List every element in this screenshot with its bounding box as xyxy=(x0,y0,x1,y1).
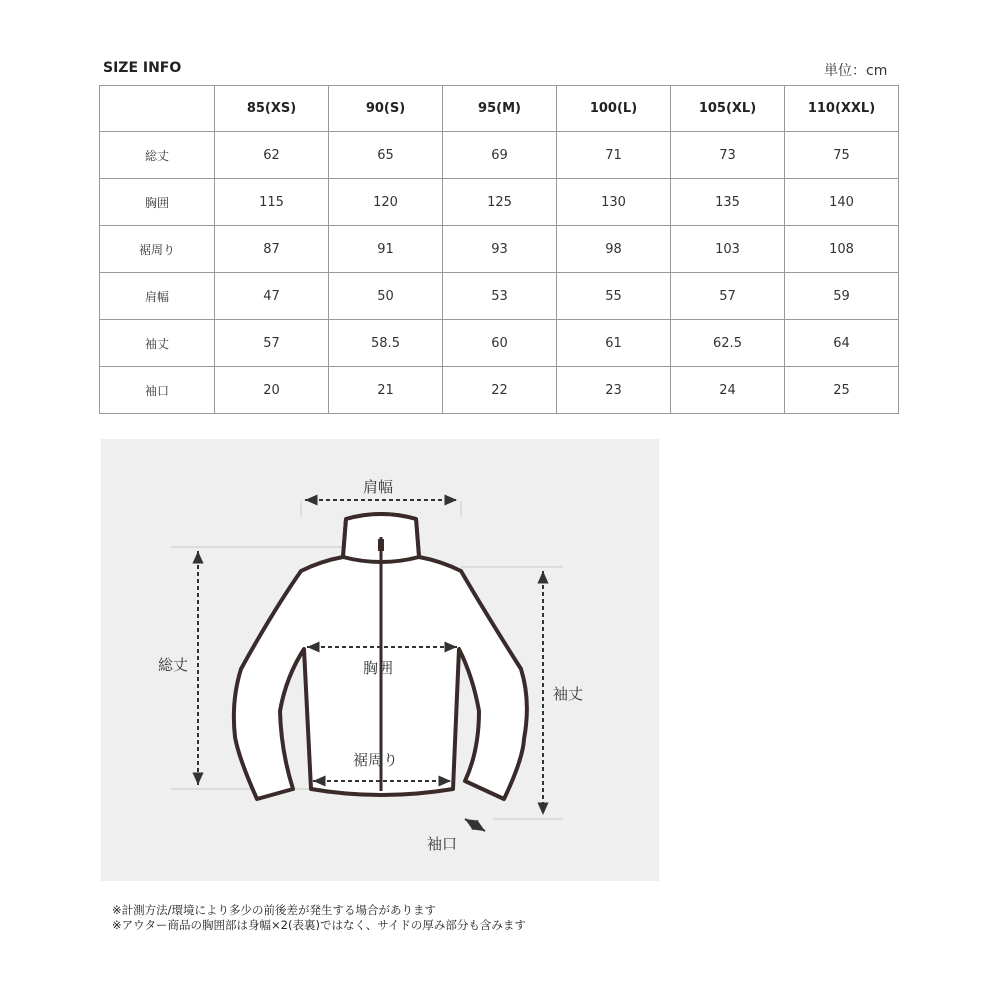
table-cell: 98 xyxy=(557,226,671,273)
table-cell: 23 xyxy=(557,367,671,414)
table-cell: 60 xyxy=(443,320,557,367)
table-cell: 62 xyxy=(215,132,329,179)
sleeve-label: 袖丈 xyxy=(553,685,584,703)
table-cell: 50 xyxy=(329,273,443,320)
cuff-arrow xyxy=(465,819,485,831)
hem-label: 裾周り xyxy=(353,751,399,769)
table-cell: 57 xyxy=(215,320,329,367)
length-label: 総丈 xyxy=(158,656,189,674)
shoulder-label: 肩幅 xyxy=(363,478,394,496)
table-cell: 93 xyxy=(443,226,557,273)
size-header-row xyxy=(100,86,899,132)
table-row xyxy=(100,367,899,414)
note-line: ※計測方法/環境により多少の前後差が発生する場合があります xyxy=(112,903,437,917)
size-info-title: SIZE INFO xyxy=(103,60,182,76)
row-label: 肩幅 xyxy=(100,273,215,320)
table-cell: 140 xyxy=(785,179,899,226)
row-label: 裾周り xyxy=(100,226,215,273)
table-cell: 69 xyxy=(443,132,557,179)
size-header: 105(XL) xyxy=(671,86,785,132)
note-line: ※アウター商品の胸囲部は身幅×2(表裏)ではなく、サイドの厚み部分も含みます xyxy=(112,918,526,932)
table-cell: 75 xyxy=(785,132,899,179)
row-label: 胸囲 xyxy=(100,179,215,226)
table-cell: 71 xyxy=(557,132,671,179)
table-cell: 24 xyxy=(671,367,785,414)
table-cell: 58.5 xyxy=(329,320,443,367)
table-row xyxy=(100,273,899,320)
table-cell: 103 xyxy=(671,226,785,273)
table-cell: 135 xyxy=(671,179,785,226)
table-row xyxy=(100,226,899,273)
cuff-label: 袖口 xyxy=(427,835,458,853)
table-cell: 108 xyxy=(785,226,899,273)
zipper-pull xyxy=(378,539,384,551)
table-cell: 73 xyxy=(671,132,785,179)
table-cell: 25 xyxy=(785,367,899,414)
table-cell: 120 xyxy=(329,179,443,226)
table-cell: 47 xyxy=(215,273,329,320)
unit-label: 単位：cm xyxy=(824,63,888,79)
table-cell: 20 xyxy=(215,367,329,414)
table-cell: 61 xyxy=(557,320,671,367)
row-label: 総丈 xyxy=(100,132,215,179)
table-cell: 55 xyxy=(557,273,671,320)
size-header: 85(XS) xyxy=(215,86,329,132)
table-row xyxy=(100,320,899,367)
notes xyxy=(112,903,526,933)
table-cell: 59 xyxy=(785,273,899,320)
size-header: 110(XXL) xyxy=(785,86,899,132)
table-cell: 21 xyxy=(329,367,443,414)
size-table xyxy=(99,85,899,414)
table-row xyxy=(100,179,899,226)
table-cell: 91 xyxy=(329,226,443,273)
size-header: 90(S) xyxy=(329,86,443,132)
table-cell: 115 xyxy=(215,179,329,226)
row-label: 袖丈 xyxy=(100,320,215,367)
size-header: 95(M) xyxy=(443,86,557,132)
table-cell: 65 xyxy=(329,132,443,179)
table-cell: 57 xyxy=(671,273,785,320)
table-cell: 130 xyxy=(557,179,671,226)
row-label: 袖口 xyxy=(100,367,215,414)
size-header: 100(L) xyxy=(557,86,671,132)
table-cell: 22 xyxy=(443,367,557,414)
table-cell: 62.5 xyxy=(671,320,785,367)
table-cell: 53 xyxy=(443,273,557,320)
table-row xyxy=(100,132,899,179)
chest-label: 胸囲 xyxy=(363,659,394,677)
header-corner xyxy=(100,86,215,132)
table-cell: 125 xyxy=(443,179,557,226)
table-cell: 64 xyxy=(785,320,899,367)
measurement-diagram xyxy=(101,439,659,881)
table-cell: 87 xyxy=(215,226,329,273)
